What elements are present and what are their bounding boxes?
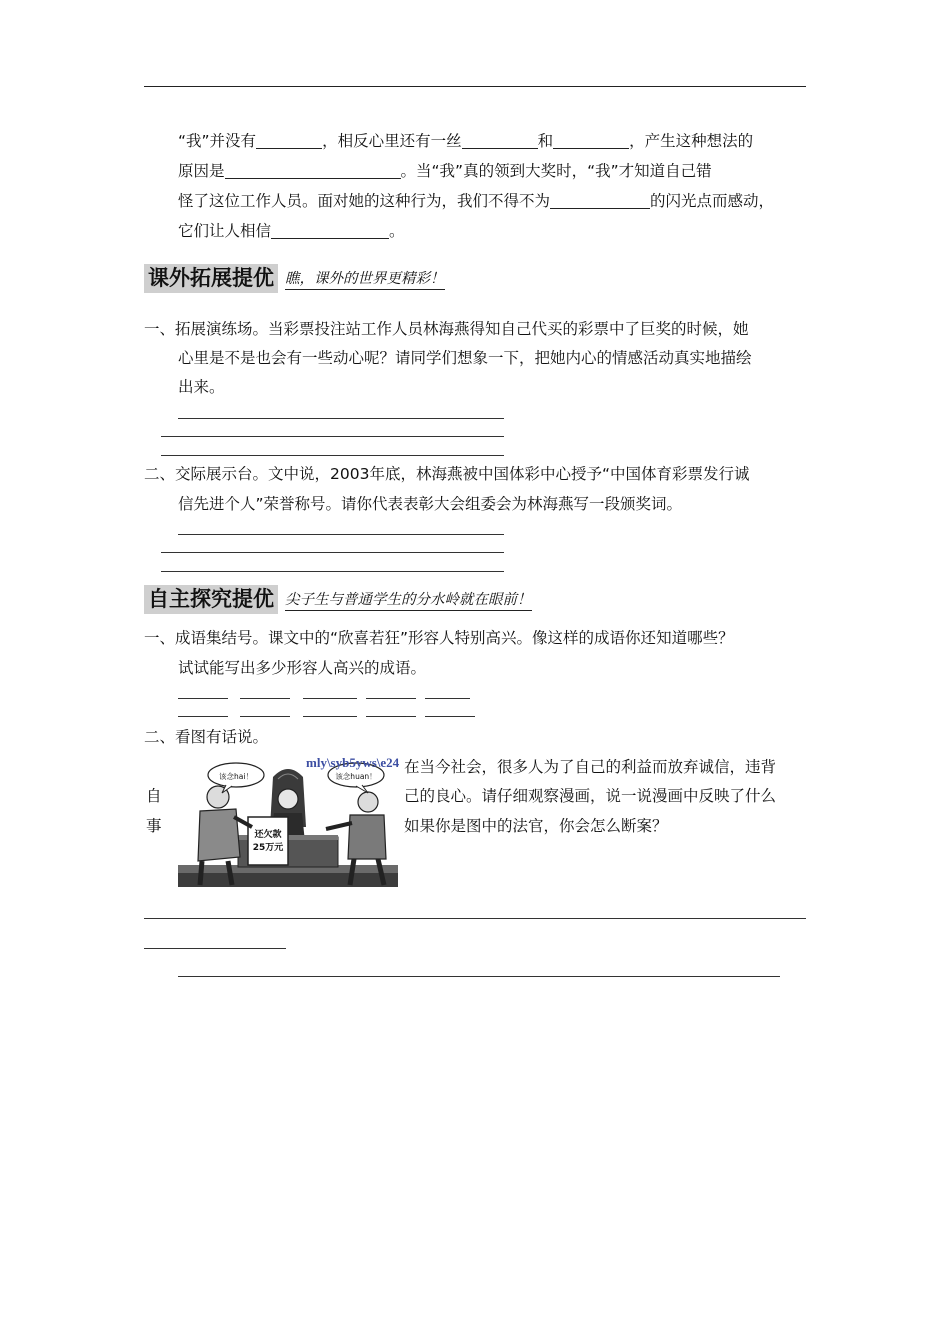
idiom-blank[interactable] [178, 716, 228, 717]
idiom-question-line-2: 试试能写出多少形容人高兴的成语。 [178, 659, 427, 677]
question-2-line-1: 二、交际展示台。文中说，2003年底，林海燕被中国体彩中心授予“中国体育彩票发行诚 [144, 465, 750, 483]
picture-question-line-3: 如果你是图中的法官，你会怎么断案？ [404, 817, 668, 835]
section-slogan-extension: 瞧，课外的世界更精彩！ [285, 269, 445, 290]
blank-2[interactable] [462, 132, 538, 149]
idiom-blank[interactable] [303, 698, 357, 699]
idiom-blank[interactable] [240, 698, 290, 699]
blank-6[interactable] [271, 222, 389, 239]
blank-4[interactable] [225, 162, 401, 179]
image-watermark: mly\syb5yws\e24 [306, 755, 400, 770]
idiom-blank[interactable] [240, 716, 290, 717]
cartoon-bubble-right: 该念huan！ [335, 772, 377, 781]
answer-line[interactable] [161, 552, 504, 553]
picture-question-line-1: 在当今社会，很多人为了自己的利益而放弃诚信，违背 [404, 758, 777, 776]
idiom-blank[interactable] [366, 716, 416, 717]
blank-5[interactable] [550, 192, 650, 209]
answer-line[interactable] [144, 948, 286, 949]
answer-line[interactable] [161, 455, 504, 456]
idiom-blank[interactable] [425, 698, 470, 699]
blank-1[interactable] [256, 132, 322, 149]
section-title-inquiry: 自主探究提优 [144, 585, 278, 614]
cartoon-sign-line-2: 25万元 [252, 843, 284, 853]
idiom-blank[interactable] [178, 698, 228, 699]
paragraph-line-2: 原因是 。当“我”真的领到大奖时，“我”才知道自己错 [178, 162, 712, 180]
idiom-blank[interactable] [303, 716, 357, 717]
question-1-line-3: 出来。 [178, 378, 225, 396]
idiom-question-line-1: 一、成语集结号。课文中的“欣喜若狂”形容人特别高兴。像这样的成语你还知道哪些？ [144, 629, 734, 647]
picture-question-line-2: 己的良心。请仔细观察漫画，说一说漫画中反映了什么 [404, 787, 777, 805]
paragraph-line-3: 怪了这位工作人员。面对她的这种行为，我们不得不为 的闪光点而感动， [178, 192, 775, 210]
blank-3[interactable] [553, 132, 629, 149]
answer-line[interactable] [161, 436, 504, 437]
court-cartoon-image [178, 757, 398, 887]
picture-question-title: 二、看图有话说。 [144, 728, 269, 746]
header-rule [144, 86, 806, 87]
answer-line[interactable] [178, 976, 780, 977]
question-1-line-1: 一、拓展演练场。当彩票投注站工作人员林海燕得知自己代买的彩票中了巨奖的时候，她 [144, 320, 749, 338]
answer-line[interactable] [178, 534, 504, 535]
answer-line[interactable] [178, 418, 504, 419]
question-2-line-2: 信先进个人”荣誉称号。请你代表表彰大会组委会为林海燕写一段颁奖词。 [178, 495, 683, 513]
side-char-1: 自 [146, 787, 162, 805]
cartoon-bubble-left: 该念hai！ [219, 772, 253, 781]
question-1-line-2: 心里是不是也会有一些动心呢？请同学们想象一下，把她内心的情感活动真实地描绘 [178, 349, 752, 367]
paragraph-line-4: 它们让人相信 。 [178, 222, 405, 240]
section-title-extension: 课外拓展提优 [144, 264, 278, 293]
paragraph-line-1: “我”并没有 ，相反心里还有一丝 和 ，产生这种想法的 [178, 132, 754, 150]
answer-line[interactable] [161, 571, 504, 572]
side-char-2: 事 [146, 817, 162, 835]
section-slogan-inquiry: 尖子生与普通学生的分水岭就在眼前！ [285, 590, 532, 611]
cartoon-sign-line-1: 还欠款 [254, 830, 282, 840]
idiom-blank[interactable] [366, 698, 416, 699]
answer-line[interactable] [144, 918, 806, 919]
idiom-blank[interactable] [425, 716, 475, 717]
